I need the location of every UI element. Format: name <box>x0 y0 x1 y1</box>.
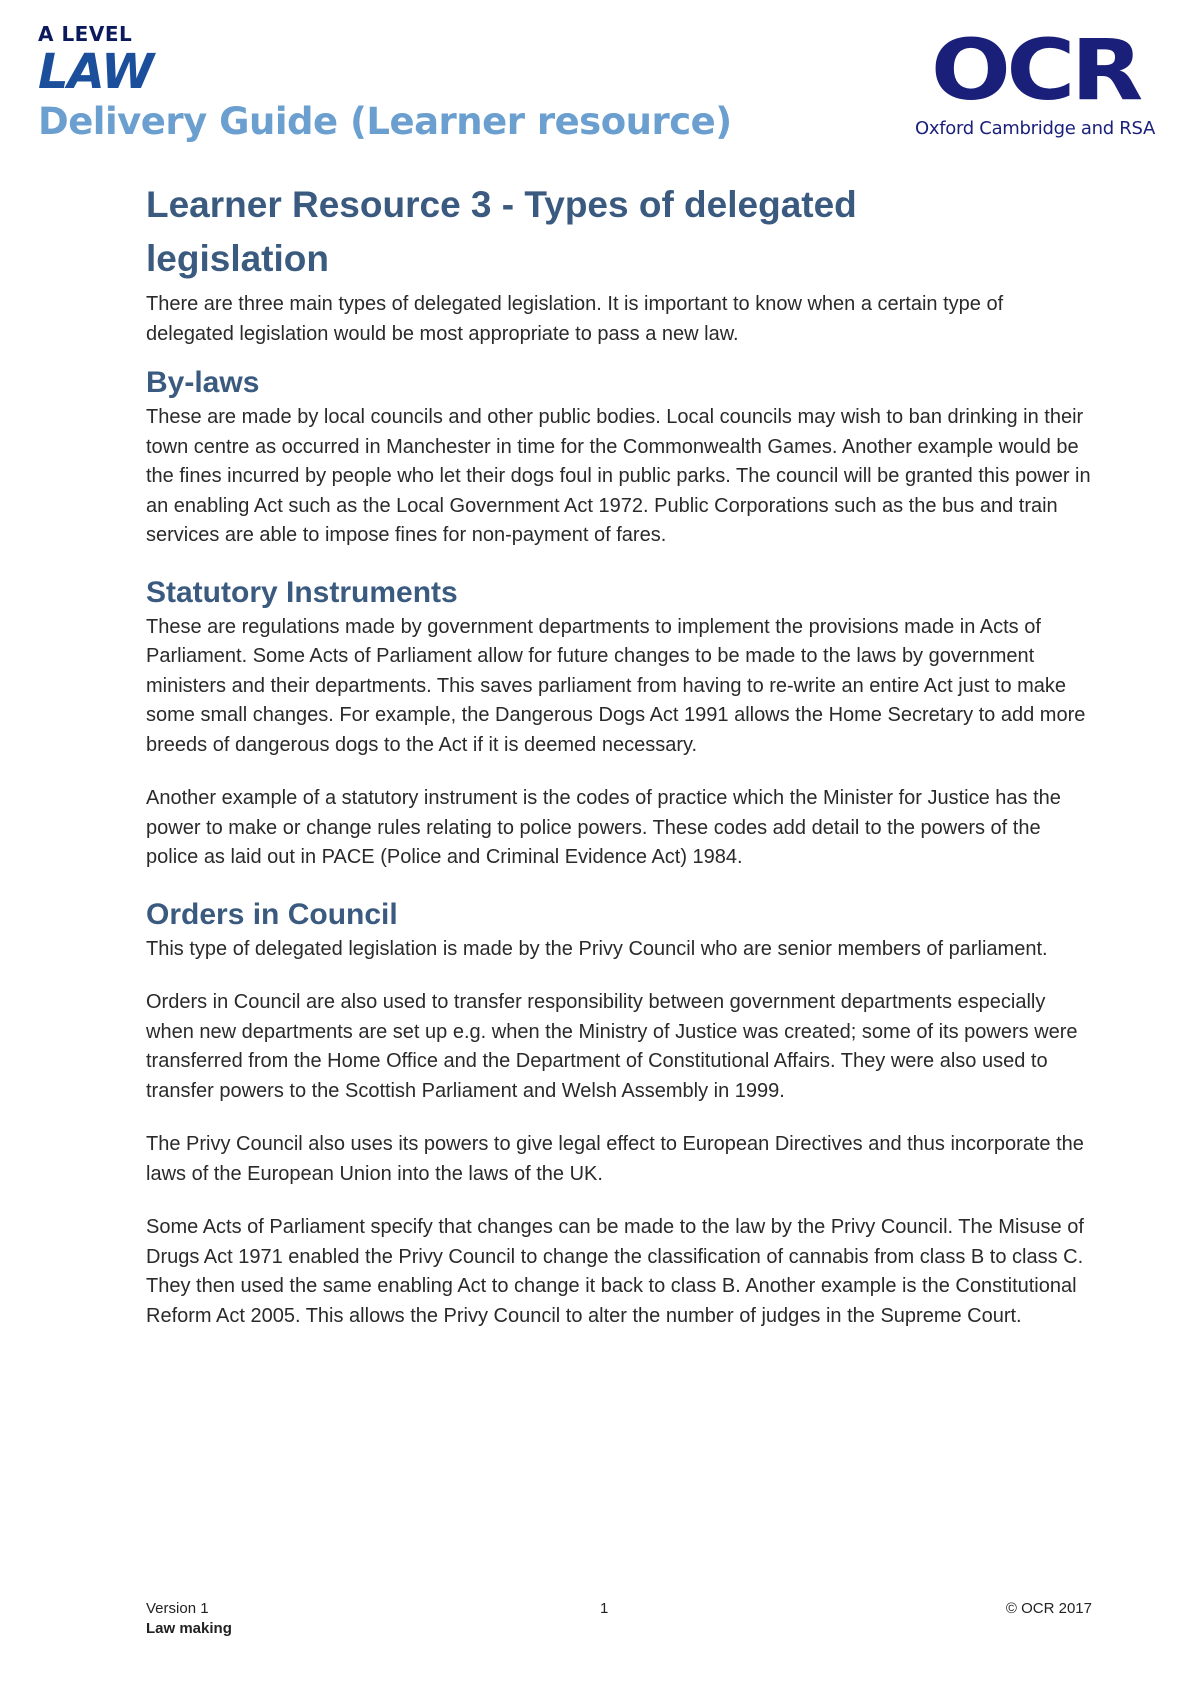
section-paragraph: These are made by local councils and other public bodies. Local councils may wish to ban drinking in their town centre as occurred in Manchester in time for the Commonwealth Games. Another example would be the fines incurred by people who let their dogs foul in public parks. The council will be granted this power in an enabling Act such as the Local Government Act 1972. Public Corporations such as the bus and train services are able to impose fines for non-payment of fares. <box>146 406 1091 546</box>
ocr-logo-mark: OCR <box>930 21 1140 119</box>
section-paragraph: The Privy Council also uses its powers to give legal effect to European Directives and thus incorporate the laws of the European Union into the laws of the UK. <box>146 1133 1084 1185</box>
copyright-notice: © OCR 2017 <box>1005 1600 1092 1617</box>
section-heading-orders-in-council: Orders in Council <box>146 897 398 931</box>
topic-label: Law making <box>146 1620 232 1637</box>
document-body <box>146 178 1096 1355</box>
ocr-logo-tagline: Oxford Cambridge and RSA <box>915 118 1155 139</box>
version-label: Version 1 <box>146 1600 209 1617</box>
page-title: Learner Resource 3 - Types of delegated legislation <box>146 184 857 279</box>
ocr-logo <box>910 21 1160 139</box>
section-paragraph: This type of delegated legislation is made by the Privy Council who are senior members of parliament. <box>146 937 1048 960</box>
section-paragraph: Some Acts of Parliament specify that changes can be made to the law by the Privy Council. The Misuse of Drugs Act 1971 enabled the Privy Council to change the classification of cannabis from class B to class C. They then used the same enabling Act to change it back to class B. Another example is the Constitutional Reform Act 2005. This allows the Privy Council to alter the number of judges in the Supreme Court. <box>146 1216 1084 1327</box>
document-header <box>38 22 732 144</box>
subject-title: LAW <box>38 44 154 100</box>
section-paragraph: These are regulations made by government departments to implement the provisions made in Acts of Parliament. Some Acts of Parliament allow for future changes to be made to the laws by government ministers and their departments. This saves parliament from having to re-write an entire Act just to make some small changes. For example, the Dangerous Dogs Act 1991 allows the Home Secretary to add more breeds of dangerous dogs to the Act if it is deemed necessary. <box>146 615 1086 756</box>
page-number: 1 <box>600 1600 609 1617</box>
guide-title: Delivery Guide (Learner resource) <box>38 100 732 143</box>
section-heading-statutory-instruments: Statutory Instruments <box>146 575 458 609</box>
section-paragraph: Orders in Council are also used to transfer responsibility between government departments especially when new departments are set up e.g. when the Ministry of Justice was created; some of its powers were transferred from the Home Office and the Department of Constitutional Affairs. They were also used to transfer powers to the Scottish Parliament and Welsh Assembly in 1999. <box>146 991 1078 1102</box>
section-heading-by-laws: By-laws <box>146 366 260 399</box>
page-footer <box>146 1600 1092 1637</box>
intro-paragraph: There are three main types of delegated legislation. It is important to know when a certain type of delegated legislation would be most appropriate to pass a new law. <box>146 293 1004 345</box>
qualification-level: A LEVEL <box>38 22 133 46</box>
section-paragraph: Another example of a statutory instrument is the codes of practice which the Minister for Justice has the power to make or change rules relating to police powers. These codes add detail to the powers of the police as laid out in PACE (Police and Criminal Evidence Act) 1984. <box>146 787 1061 868</box>
